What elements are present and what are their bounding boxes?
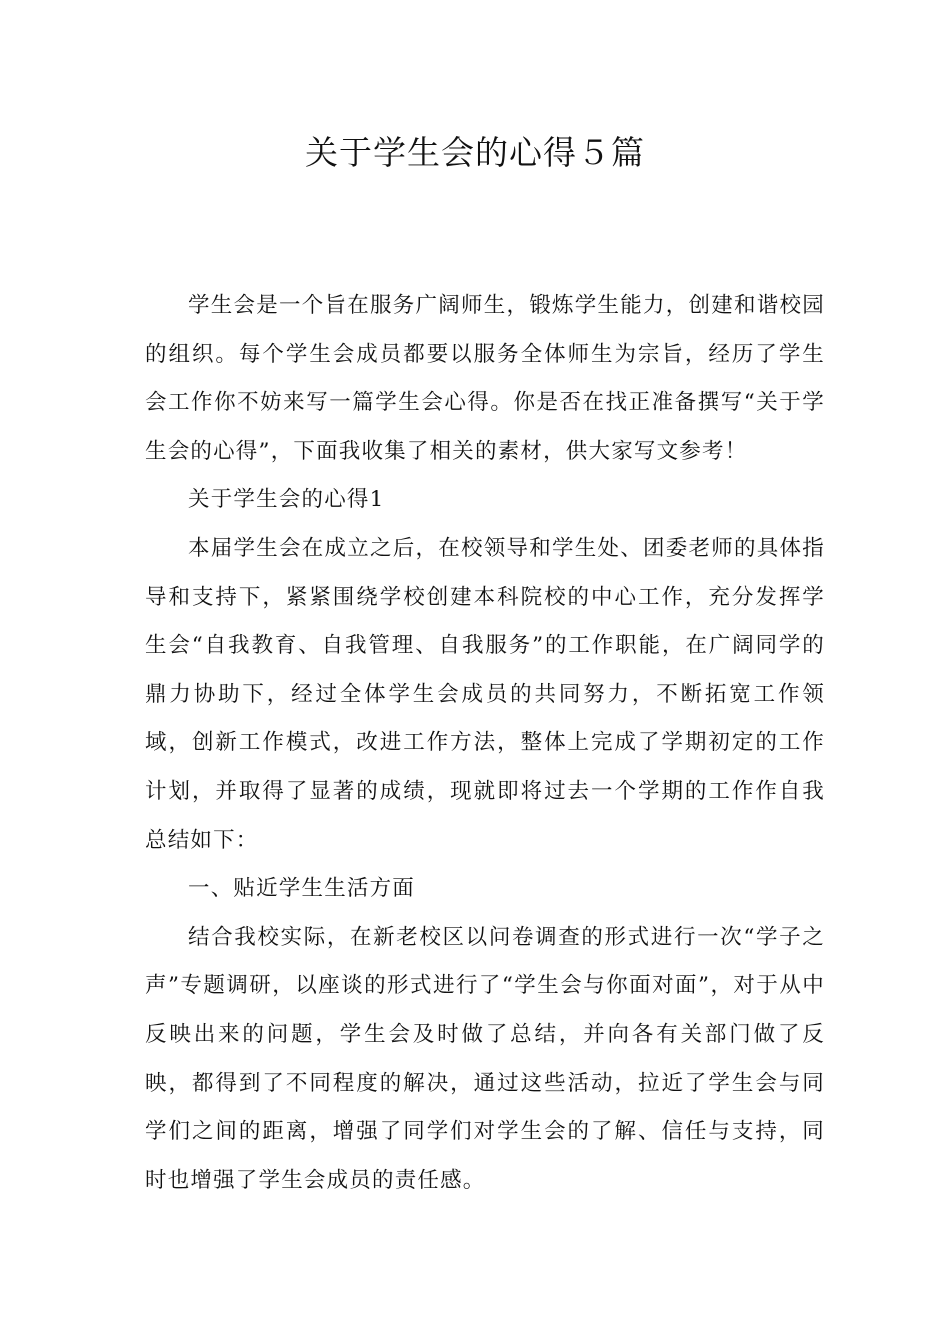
intro-paragraph: 学生会是一个旨在服务广阔师生，锻炼学生能力，创建和谐校园的组织。每个学生会成员都要以服务全体师生为宗旨，经历了学生会工作你不妨来写一篇学生会心得。你是否在找正准备撰写“关于学生会的心得”，下面我收集了相关的素材，供大家写文参考！ bbox=[145, 293, 825, 464]
body-paragraph-1: 本届学生会在成立之后，在校领导和学生处、团委老师的具体指导和支持下，紧紧围绕学校创建本科院校的中心工作，充分发挥学生会“自我教育、自我管理、自我服务”的工作职能，在广阔同学的鼎力协助下，经过全体学生会成员的共同努力，不断拓宽工作领域，创新工作模式，改进工作方法，整体上完成了学期初定的工作计划，并取得了显著的成绩，现就即将过去一个学期的工作作自我总结如下： bbox=[145, 535, 825, 853]
document-title: 关于学生会的心得５篇 bbox=[305, 133, 645, 172]
body-paragraph-2: 结合我校实际，在新老校区以问卷调查的形式进行一次“学子之声”专题调研，以座谈的形式进行了“学生会与你面对面”，对于从中反映出来的问题，学生会及时做了总结，并向各有关部门做了反映，都得到了不同程度的解决，通过这些活动，拉近了学生会与同学们之间的距离，增强了同学们对学生会的了解、信任与支持，同时也增强了学生会成员的责任感。 bbox=[145, 924, 825, 1193]
document-body bbox=[145, 282, 825, 1205]
subsection-heading-1: 一、贴近学生生活方面 bbox=[188, 876, 416, 902]
section-heading-1: 关于学生会的心得1 bbox=[188, 487, 385, 513]
